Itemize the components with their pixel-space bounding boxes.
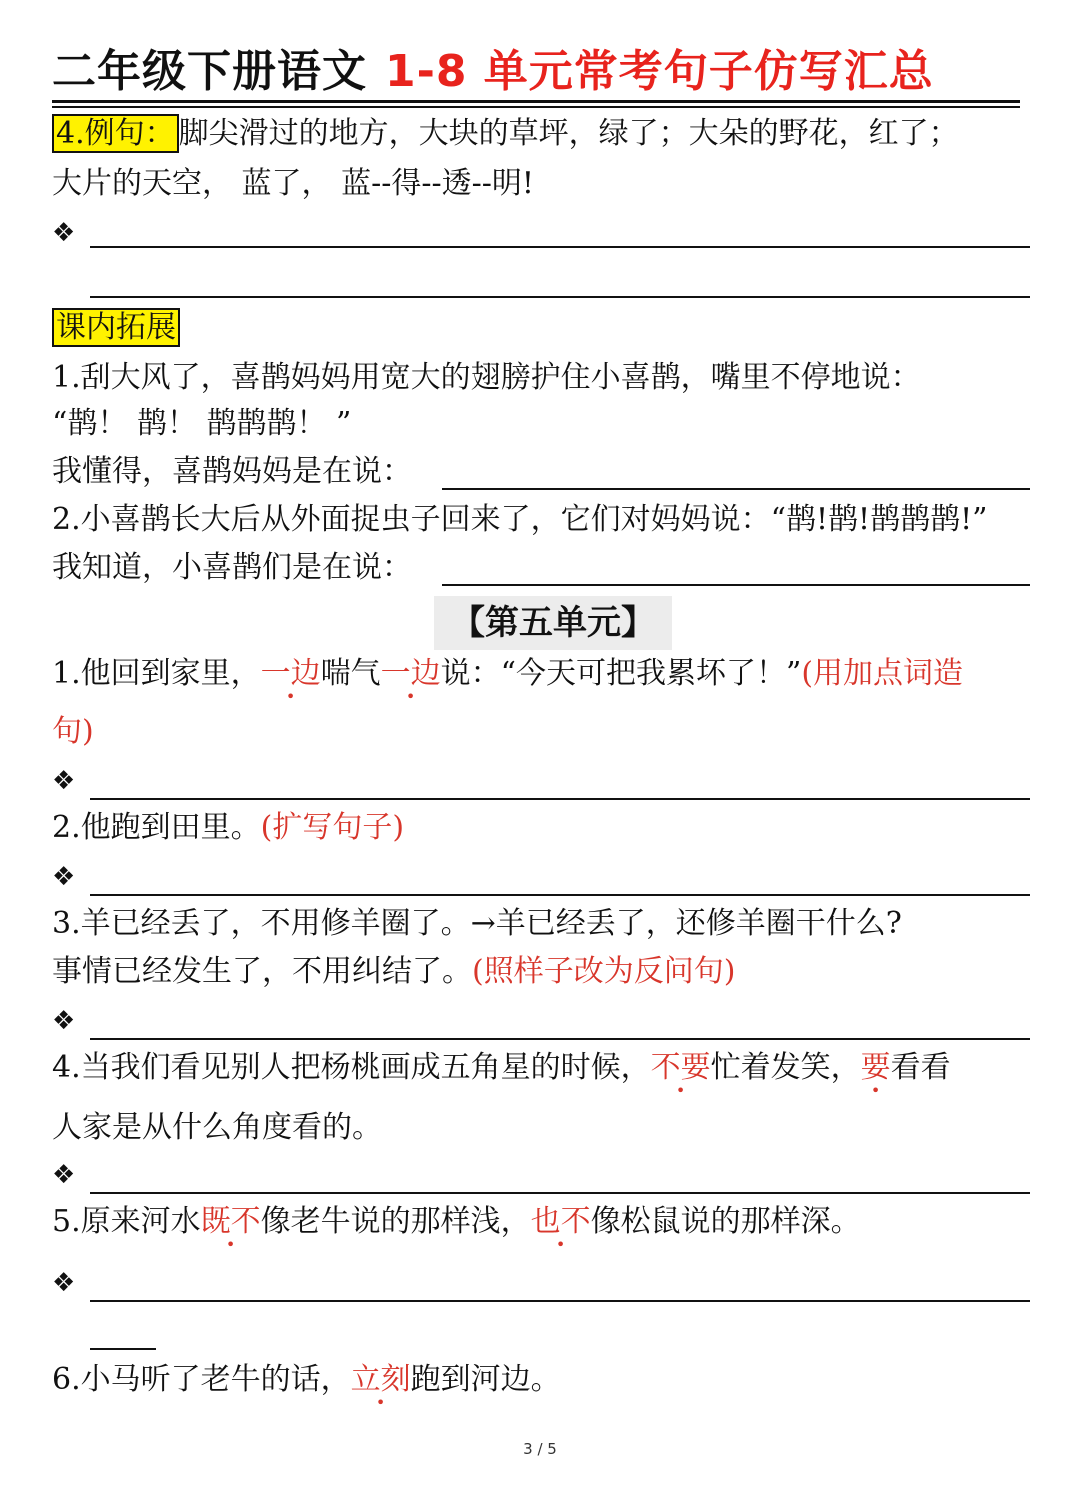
q3-text: 事情已经发生了，不用纠结了。 [52, 954, 472, 989]
q1-dotted-word-2: 一边 [380, 656, 441, 691]
example4-text1: 脚尖滑过的地方，大块的草坪，绿了；大朵的野花，红了； [178, 116, 959, 151]
q5-dotted-word-1: 既不 [200, 1204, 261, 1239]
q1-hint-cont: 句) [52, 714, 94, 749]
q1-hint: (用加点词造 [801, 656, 964, 691]
unit5-q4-line1 [52, 1046, 951, 1090]
unit5-heading: 【第五单元】 [434, 596, 672, 650]
q2-text: 2.他跑到田里。 [52, 810, 261, 845]
unit5-q2 [52, 806, 404, 850]
q1-text-b: 喘气 [320, 656, 381, 691]
answer-line[interactable] [90, 798, 1030, 800]
page-title [52, 42, 934, 102]
expand-label: 课内拓展 [52, 308, 180, 347]
q4-text-c: 看看 [890, 1050, 951, 1085]
example4-line1 [52, 112, 959, 156]
example4-line2: 大片的天空， 蓝了， 蓝--得--透--明! [52, 166, 534, 201]
q4-text-b: 忙着发笑， [710, 1050, 861, 1085]
q5-text-c: 像松鼠说的那样深。 [590, 1204, 861, 1239]
page-number: 3 / 5 [523, 1440, 557, 1458]
q4-dotted-word-2: 要 [860, 1050, 891, 1085]
unit5-q4-line2: 人家是从什么角度看的。 [52, 1110, 382, 1145]
q5-text-a: 5.原来河水 [52, 1204, 201, 1239]
answer-line[interactable] [90, 246, 1030, 248]
answer-line[interactable] [90, 1038, 1030, 1040]
title-rule-thin [52, 106, 1020, 108]
expand-q2-line2: 我知道，小喜鹊们是在说： [52, 550, 412, 585]
expand-heading [52, 306, 180, 350]
answer-line[interactable] [442, 488, 1030, 490]
expand-q1-line2: “鹊！ 鹊！ 鹊鹊鹊！ ” [52, 406, 352, 441]
bullet-icon: ❖ [52, 766, 76, 796]
q1-text-c: 说：“今天可把我累坏了！” [440, 656, 802, 691]
q1-dotted-word-1: 一边 [260, 656, 321, 691]
example4-label: 4.例句： [52, 114, 179, 153]
answer-line[interactable] [442, 584, 1030, 586]
bullet-icon: ❖ [52, 1006, 76, 1036]
answer-line-short[interactable] [90, 1348, 156, 1350]
answer-line[interactable] [90, 1192, 1030, 1194]
bullet-icon: ❖ [52, 1160, 76, 1190]
q4-text-a: 4.当我们看见别人把杨桃画成五角星的时候， [52, 1050, 651, 1085]
expand-q1-line1: 1.刮大风了，喜鹊妈妈用宽大的翅膀护住小喜鹊，嘴里不停地说： [52, 360, 921, 395]
unit5-q3-line2 [52, 950, 735, 994]
unit5-q5 [52, 1200, 861, 1244]
expand-q2-line1: 2.小喜鹊长大后从外面捉虫子回来了，它们对妈妈说：“鹊!鹊!鹊鹊鹊!” [52, 502, 988, 537]
expand-q1-line3: 我懂得，喜鹊妈妈是在说： [52, 454, 412, 489]
q6-text-a: 6.小马听了老牛的话， [52, 1362, 351, 1397]
q6-text-b: 跑到河边。 [410, 1362, 561, 1397]
title-part1: 二年级下册语文 [52, 46, 367, 97]
q1-text-a: 1.他回到家里， [52, 656, 261, 691]
q6-dotted-word: 立刻 [350, 1362, 411, 1397]
bullet-icon: ❖ [52, 1268, 76, 1298]
q3-hint: (照样子改为反问句) [472, 954, 736, 989]
bullet-icon: ❖ [52, 218, 76, 248]
title-rule [52, 100, 1020, 103]
answer-line[interactable] [90, 1300, 1030, 1302]
unit5-q6 [52, 1358, 561, 1402]
unit5-q1-line1 [52, 652, 963, 696]
title-part2: 1-8 单元常考句子仿写汇总 [385, 46, 934, 97]
q4-dotted-word-1: 不要 [650, 1050, 711, 1085]
q2-hint: (扩写句子) [260, 810, 405, 845]
q5-text-b: 像老牛说的那样浅， [260, 1204, 531, 1239]
unit5-q3-line1: 3.羊已经丢了，不用修羊圈了。→羊已经丢了，还修羊圈干什么? [52, 906, 902, 941]
answer-line[interactable] [90, 296, 1030, 298]
bullet-icon: ❖ [52, 862, 76, 892]
answer-line[interactable] [90, 894, 1030, 896]
q5-dotted-word-2: 也不 [530, 1204, 591, 1239]
